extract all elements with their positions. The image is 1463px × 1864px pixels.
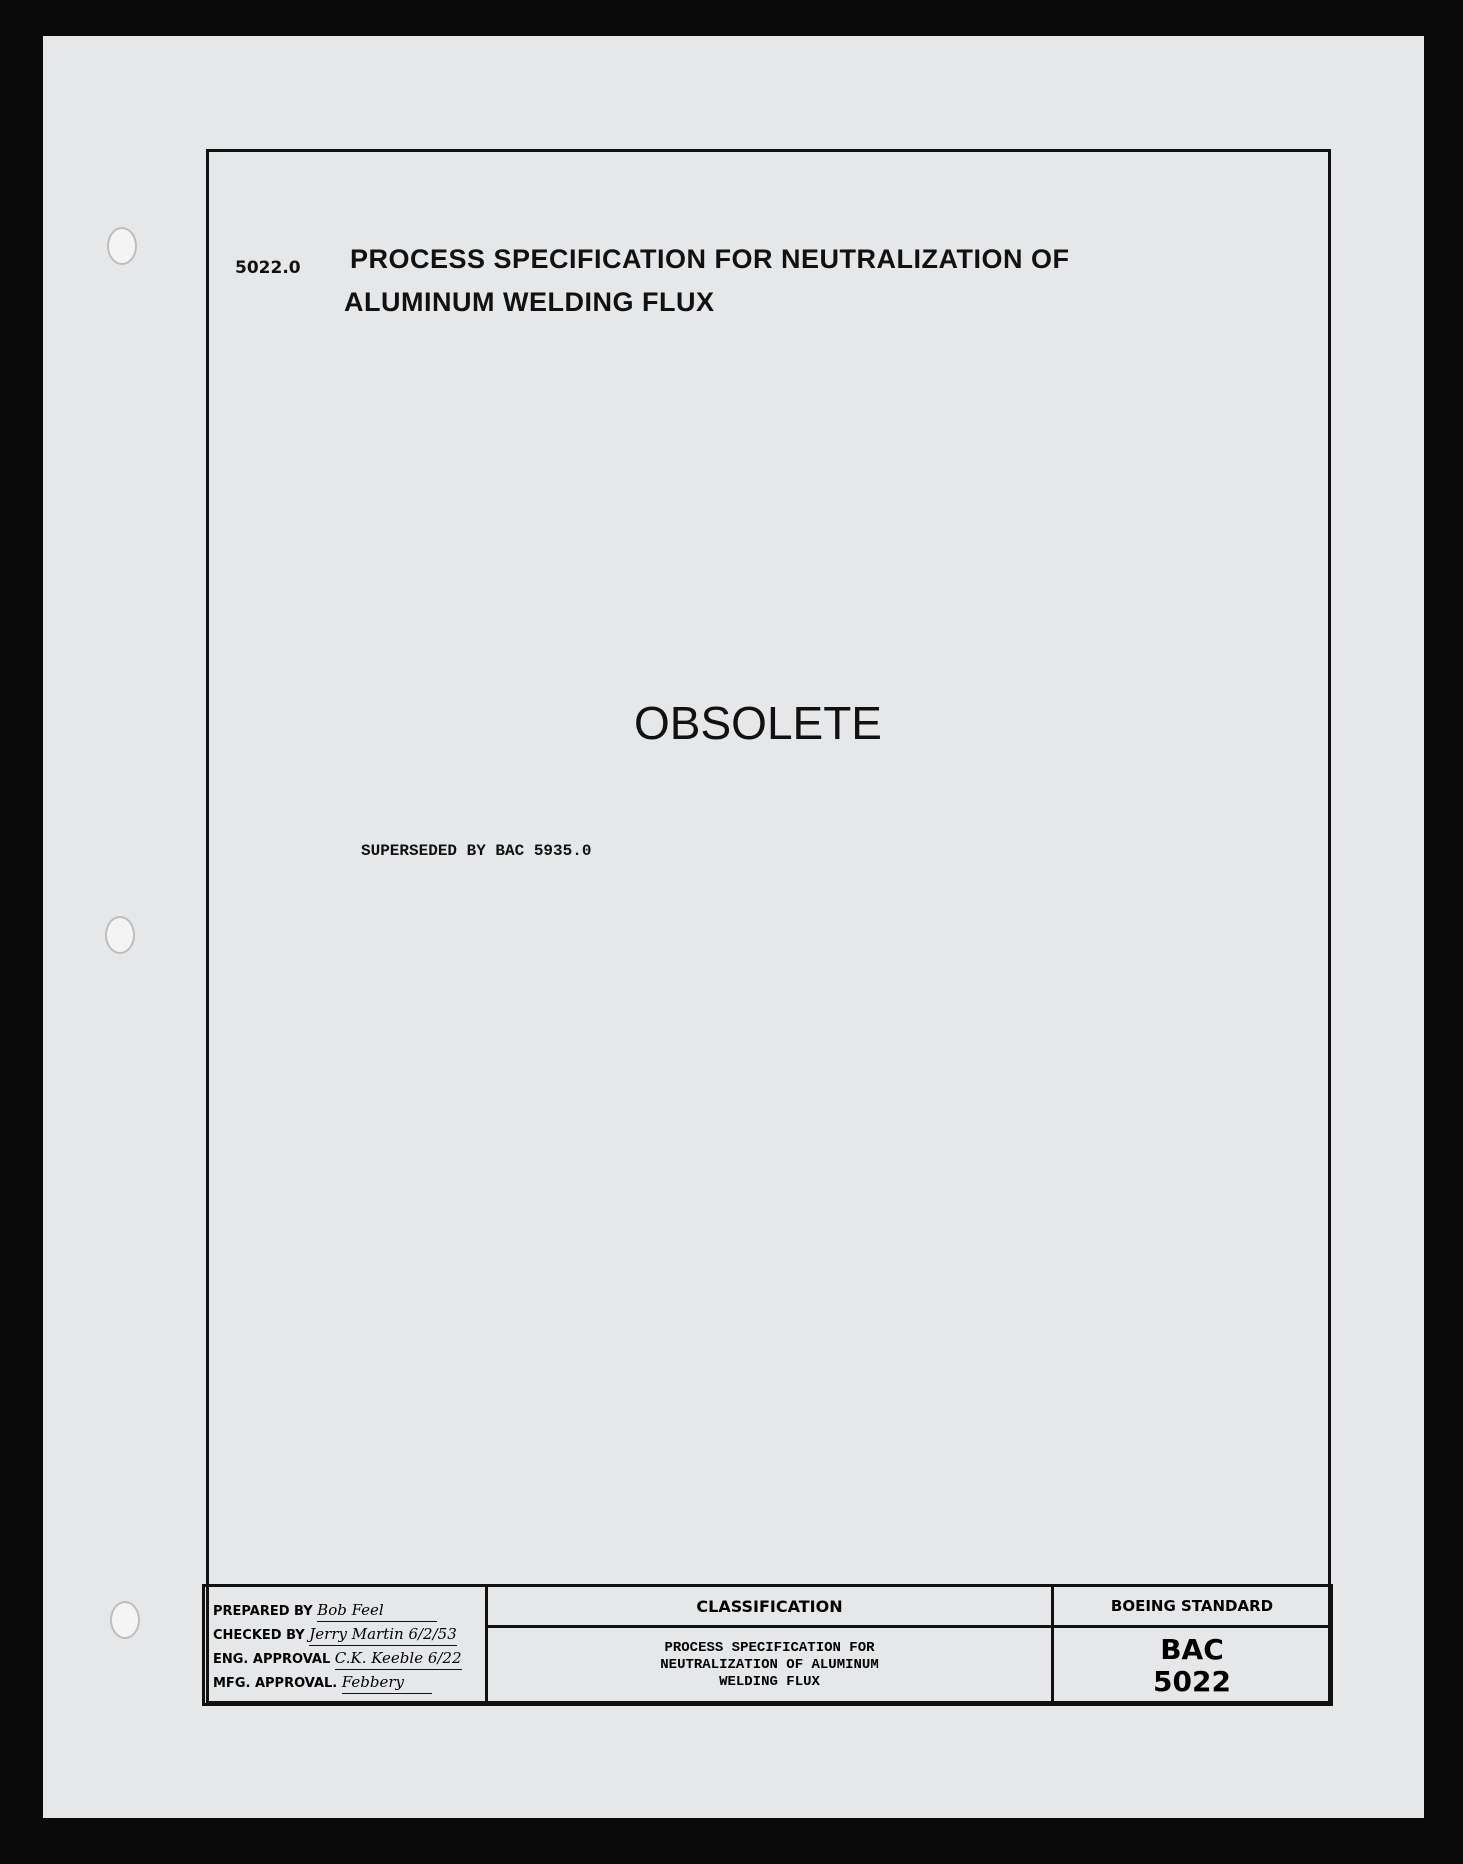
mfg-approval-signature: Febbery (342, 1671, 432, 1694)
standard-number: 5022 (1153, 1664, 1231, 1698)
classification-text (488, 1628, 1051, 1703)
mfg-approval-label: MFG. APPROVAL. (213, 1676, 338, 1691)
document-number: 5022.0 (235, 258, 301, 278)
standard-number-block (1054, 1628, 1330, 1703)
obsolete-stamp: OBSOLETE (634, 697, 882, 749)
classification-cell (488, 1587, 1054, 1703)
page-border (206, 149, 1331, 1704)
title-line-1: PROCESS SPECIFICATION FOR NEUTRALIZATION OF (350, 244, 1070, 274)
document-title (344, 238, 1070, 324)
prepared-signature: Bob Feel (317, 1599, 437, 1622)
punch-hole (105, 916, 135, 954)
prepared-label: PREPARED BY (213, 1604, 313, 1619)
classification-line: PROCESS SPECIFICATION FOR (664, 1640, 875, 1656)
eng-approval-signature: C.K. Keeble 6/22 (335, 1647, 462, 1670)
punch-hole (110, 1601, 140, 1639)
checked-label: CHECKED BY (213, 1628, 305, 1643)
standard-label: BOEING STANDARD (1054, 1587, 1330, 1628)
classification-label: CLASSIFICATION (488, 1587, 1051, 1628)
title-block (202, 1584, 1333, 1706)
classification-line: NEUTRALIZATION OF ALUMINUM (660, 1657, 879, 1673)
punch-hole (107, 227, 137, 265)
approvals-cell (205, 1587, 488, 1703)
standard-cell (1054, 1587, 1330, 1703)
checked-signature: Jerry Martin 6/2/53 (309, 1623, 456, 1646)
title-line-2: ALUMINUM WELDING FLUX (344, 287, 715, 317)
superseded-note: SUPERSEDED BY BAC 5935.0 (361, 842, 592, 860)
standard-prefix: BAC (1160, 1632, 1224, 1666)
eng-approval-label: ENG. APPROVAL (213, 1652, 331, 1667)
classification-line: WELDING FLUX (719, 1674, 820, 1690)
